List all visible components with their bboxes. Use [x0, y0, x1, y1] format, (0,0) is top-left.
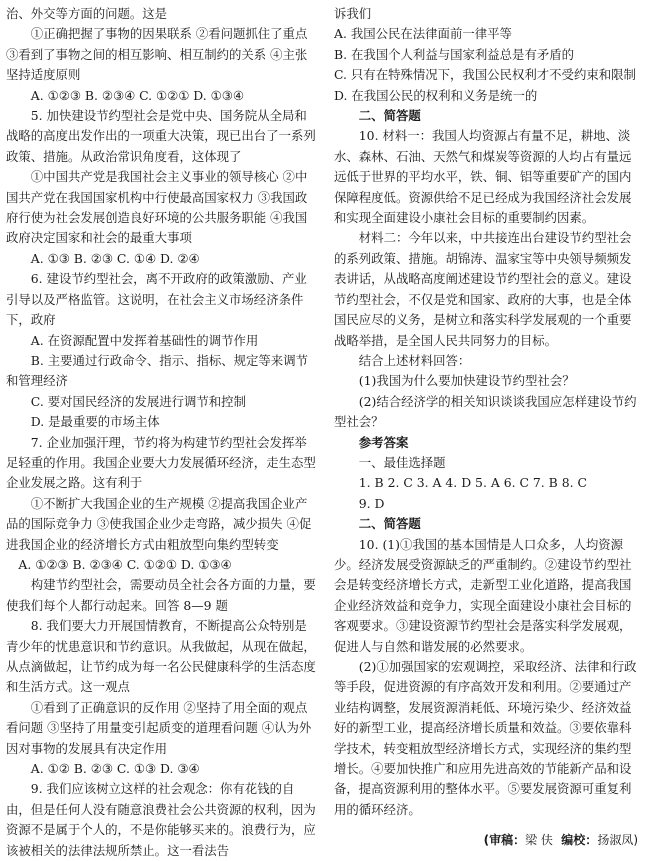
- right-paragraph: (2)①加强国家的宏观调控，采取经济、法律和行政等手段，促进资源的有序高效开发和利用。②要通过产业结构调整，发展资源消耗低、环境污染少、经济效益好的新型工业，提高经济增长质量和效益。③要依靠科学技术，转变粗放型经济增长方式，实现经济的集约型增长。④要加快推广和应用先进高效的节能新产品和设备，提高资源利用的整体水平。⑤要发展资源可重复利用的循环经济。: [334, 659, 637, 817]
- left-paragraph: D. 是最重要的市场主体: [30, 414, 160, 430]
- left-paragraph: 治、外交等方面的问题。这是: [6, 6, 168, 21]
- review-label: (审稿：: [483, 833, 526, 847]
- right-paragraph: 诉我们: [334, 6, 372, 21]
- left-paragraph: A. ①②③ B. ②③④ C. ①②① D. ①③④: [30, 87, 245, 103]
- right-paragraph: 材料二：今年以来，中共接连出台建设节约型社会的系列政策、措施。胡锦涛、温家宝等中央领导频频发表讲话，从战略高度阐述建设节约型社会的意义。建设节约型社会，不仅是党和国家、政府的大事，也是全体国民应尽的义务，是树立和落实科学发展观的一个重要战略举措，是全国人民共同努力的目标。: [334, 230, 632, 348]
- right-paragraph: C. 只有在特殊情况下，我国公民权利才不受约束和限制: [334, 67, 636, 83]
- right-paragraph: 10. (1)①我国的基本国情是人口众多，人均资源少。经济发展受资源缺乏的严重制约。②建设节约型社会是转变经济增长方式，走新型工业化道路，提高我国企业经济效益和竞争力，实现全面建设小康社会目标的客观要求。③建设资源节约型社会是落实科学发展观，促进人与自然和谐发展的必然要求。: [334, 536, 632, 654]
- right-paragraph: 结合上述材料回答：: [358, 352, 471, 368]
- right-paragraph: A. 我国公民在法律面前一律平等: [334, 26, 512, 42]
- left-paragraph: 构建节约型社会，需要动员全社会各方面的力量，要使我们每个人都行动起来。回答 8—9 题: [6, 577, 316, 613]
- right-paragraph: 9. D: [358, 495, 385, 511]
- left-paragraph: A. ①② B. ②③ C. ①③ D. ③④: [30, 761, 200, 777]
- left-paragraph: B. 主要通过行政命令、指示、指标、规定等来调节和管理经济: [6, 352, 308, 389]
- editor-credit: [484, 831, 638, 848]
- left-column: [6, 4, 317, 861]
- editor-label: 编校：: [561, 833, 598, 847]
- right-paragraph: 参考答案: [358, 434, 409, 450]
- left-paragraph: ①看到了正确意识的反作用 ②坚持了用全面的观点看问题 ③坚持了用量变引起质变的道理看问题 ④认为外因对事物的发展具有决定作用: [6, 699, 312, 756]
- left-paragraph: A. ①③ B. ②③ C. ①④ D. ②④: [30, 250, 200, 266]
- right-paragraph: 1. B 2. C 3. A 4. D 5. A 6. C 7. B 8. C: [358, 475, 587, 491]
- left-paragraph: 7. 企业加强汗理，节约将为构建节约型社会发挥举足轻重的作用。我国企业要大力发展循环经济，走生态型企业发展之路。这有利于: [6, 434, 316, 491]
- left-paragraph: 9. 我们应该树立这样的社会观念：你有花钱的自由，但是任何人没有随意浪费社会公共资源的权利，因为资源不是属于个人的，不是你能够买来的。浪费行为，应该被相关的法律法规所禁止。这一看法告: [6, 781, 316, 858]
- left-paragraph: 6. 建设节约型社会，离不开政府的政策激励、产业引导以及严格监管。这说明，在社会主义市场经济条件下，政府: [6, 271, 307, 328]
- right-paragraph: (2)结合经济学的相关知识谈谈我国应怎样建设节约型社会？: [334, 393, 637, 430]
- editor-name: 扬淑凤): [597, 833, 638, 847]
- right-paragraph: (1)我国为什么要加快建设节约型社会？: [358, 373, 575, 389]
- right-paragraph: B. 在我国个人利益与国家利益总是有矛盾的: [334, 46, 575, 62]
- left-paragraph: ①中国共产党是我国社会主义事业的领导核心 ②中国共产党在我国国家机构中行使最高国家权力 ③我国政府行使为社会发展创造良好环境的公共服务职能 ④我国政府决定国家和社会的最重大事项: [6, 169, 308, 246]
- right-paragraph: 一、最佳选择题: [358, 454, 446, 470]
- left-paragraph: ①不断扩大我国企业的生产规模 ②提高我国企业产品的国际竞争力 ③使我国企业少走弯路，减少损失 ④促进我国企业的经济增长方式由粗放型向集约型转变: [6, 495, 312, 552]
- left-paragraph: 5. 加快建设节约型社会是党中央、国务院从全局和战略的高度出发作出的一项重大决策，现已出台了一系列政策、措施。从政治常识角度看，这体现了: [6, 108, 316, 164]
- right-paragraph: 二、简答题: [358, 516, 421, 532]
- right-column: [334, 4, 642, 820]
- left-paragraph: A. ①②③ B. ②③④ C. ①②① D. ①③④: [18, 556, 232, 572]
- left-paragraph: C. 要对国民经济的发展进行调节和控制: [30, 393, 246, 409]
- right-paragraph: 二、简答题: [358, 108, 421, 124]
- left-paragraph: ①正确把握了事物的因果联系 ②看问题抓住了重点 ③看到了事物之间的相互影响、相互制约的关系 ④主张坚持适度原则: [6, 26, 308, 83]
- left-paragraph: 8. 我们要大力开展国情教育，不断提高公众特别是青少年的忧患意识和节约意识。从我做起，从现在做起，从点滴做起，让节约成为每一名公民健康科学的生活态度和生活方式。这一观点: [6, 618, 316, 695]
- review-name: 梁 伕: [525, 833, 553, 847]
- right-paragraph: 10. 材料一：我国人均资源占有量不足，耕地、淡水、森林、石油、天然气和煤炭等资源的人均占有量远远低于世界的平均水平，铁、铜、铝等重要矿产的国内保障程度低。资源供给不足已经成为我国经济社会发展和实现全面建设小康社会目标的重要制约因素。: [334, 128, 632, 226]
- left-paragraph: A. 在资源配置中发挥着基础性的调节作用: [30, 332, 259, 348]
- right-paragraph: D. 在我国公民的权利和义务是统一的: [334, 87, 538, 103]
